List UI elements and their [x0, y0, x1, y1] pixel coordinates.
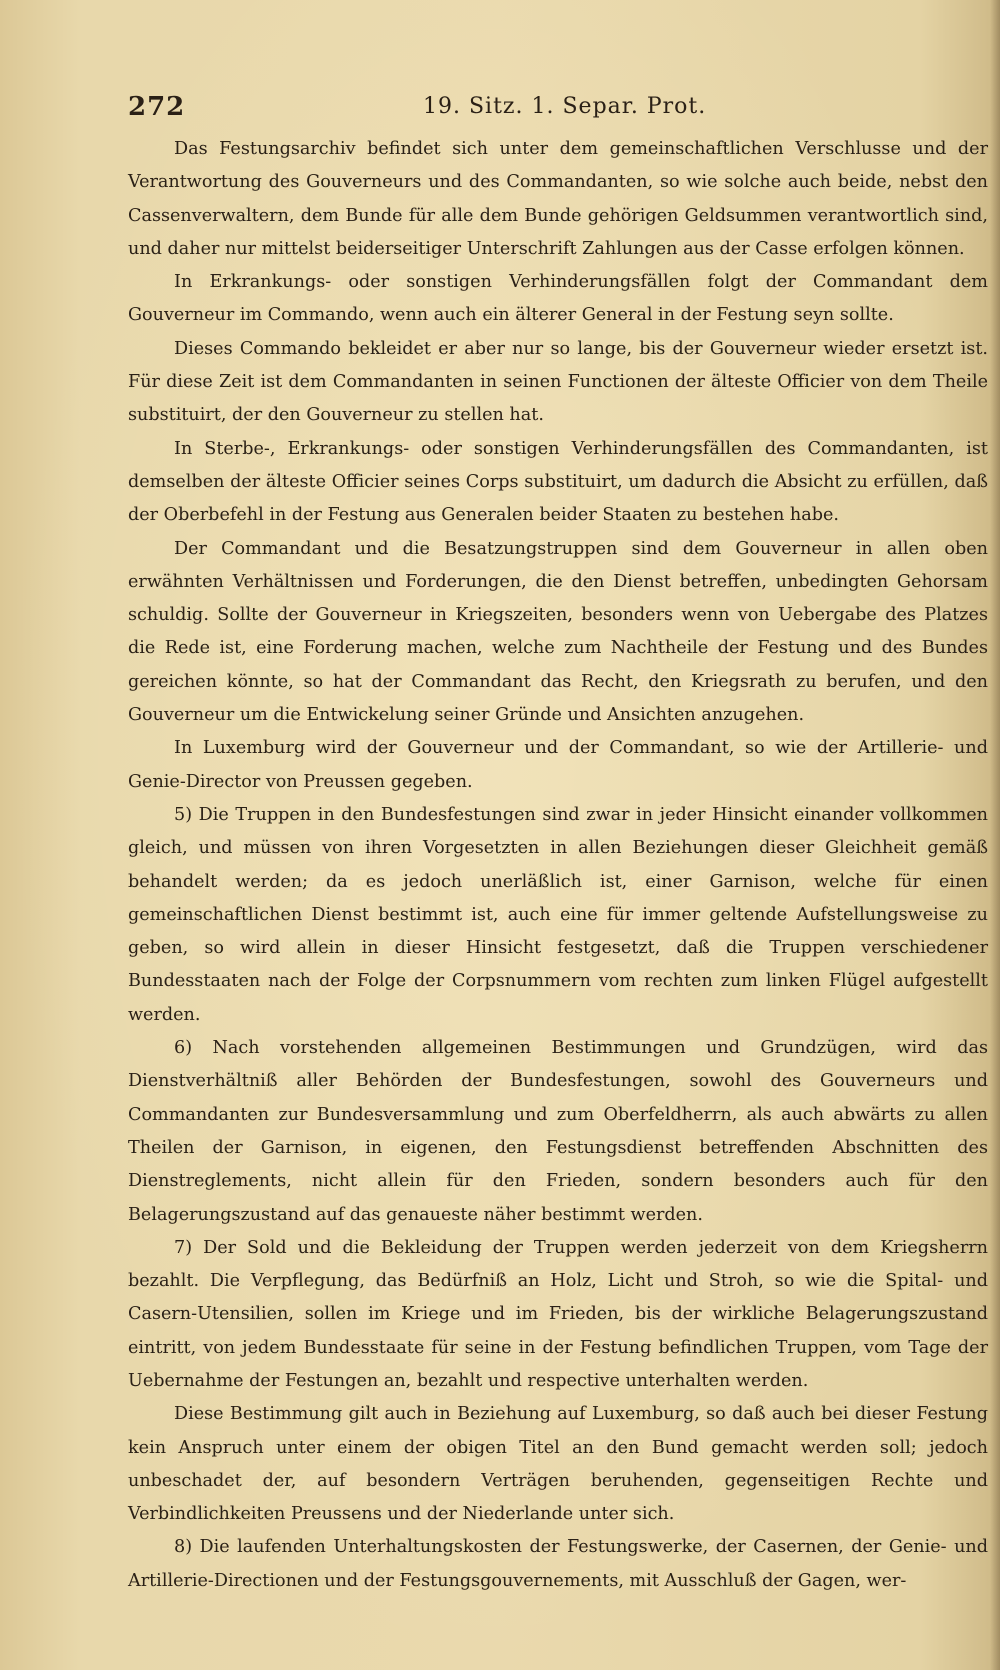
paragraph-archive: Das Festungsarchiv befindet sich unter dem gemeinschaftlichen Verschlusse und der Verantwortung des Gouverneurs und des Commandanten, so wie solche auch beide, nebst den Cassenverwaltern, dem Bunde für alle dem Bunde gehörigen Geldsummen verantwortlich sind, und daher nur mittelst beiderseitiger Unterschrift Zahlungen aus der Casse erfolgen können.	[128, 139, 988, 259]
paragraph-section-8: 8) Die laufenden Unterhaltungskosten der Festungswerke, der Casernen, der Genie- und Artillerie-Directionen und der Festungsgouvernements, mit Ausschluß der Gagen, wer-	[128, 1537, 988, 1591]
page-edge-shadow	[990, 0, 1000, 1670]
page-header	[128, 92, 998, 132]
page-number: 272	[128, 92, 186, 122]
body-text	[128, 133, 988, 1598]
paragraph-obedience: Der Commandant und die Besatzungstruppen sind dem Gouverneur in allen oben erwähnten Verhältnissen und Forderungen, die den Dienst betreffen, unbedingten Gehorsam schuldig. Sollte der Gouverneur in Kriegszeiten, besonders wenn von Uebergabe des Platzes die Rede ist, eine Forderung machen, welche zum Nachtheile der Festung und des Bundes gereichen könnte, so hat der Commandant das Recht, den Kriegsrath zu berufen, und den Gouverneur um die Entwickelung seiner Gründe und Ansichten anzugehen.	[128, 538, 988, 726]
paragraph-commandant-substitute: In Sterbe-, Erkrankungs- oder sonstigen Verhinderungsfällen des Commandanten, ist demselben der älteste Officier seines Corps substituirt, um dadurch die Absicht zu erfüllen, daß der Oberbefehl in der Festung aus Generalen beider Staaten zu bestehen habe.	[128, 438, 988, 526]
paragraph-section-7: 7) Der Sold und die Bekleidung der Truppen werden jederzeit von dem Kriegsherrn bezahlt. Die Verpflegung, das Bedürfniß an Holz, Licht und Stroh, so wie die Spital- und Casern-Utensilien, sollen im Kriege und im Frieden, bis der wirkliche Belagerungszustand eintritt, von jedem Bundesstaate für seine in der Festung befindlichen Truppen, vom Tage der Uebernahme der Festungen an, bezahlt und respective unterhalten werden.	[128, 1237, 988, 1391]
paragraph-command-duration: Dieses Commando bekleidet er aber nur so lange, bis der Gouverneur wieder ersetzt ist. Für diese Zeit ist dem Commandanten in seinen Functionen der älteste Officier von dem Theile substituirt, der den Gouverneur zu stellen hat.	[128, 338, 988, 426]
paragraph-illness-succession: In Erkrankungs- oder sonstigen Verhinderungsfällen folgt der Commandant dem Gouverneur im Commando, wenn auch ein älterer General in der Festung seyn sollte.	[128, 272, 988, 326]
paragraph-section-6: 6) Nach vorstehenden allgemeinen Bestimmungen und Grundzügen, wird das Dienstverhältniß aller Behörden der Bundesfestungen, sowohl des Gouverneurs und Commandanten zur Bundesversammlung und zum Oberfeldherrn, als auch abwärts zu allen Theilen der Garnison, in eigenen, den Festungsdienst betreffenden Abschnitten des Dienstreglements, nicht allein für den Frieden, sondern besonders auch für den Belagerungszustand auf das genaueste näher bestimmt werden.	[128, 1038, 988, 1225]
paragraph-luxemburg: In Luxemburg wird der Gouverneur und der Commandant, so wie der Artillerie- und Genie-Director von Preussen gegeben.	[128, 738, 988, 792]
paragraph-luxemburg-provision: Diese Bestimmung gilt auch in Beziehung auf Luxemburg, so daß auch bei dieser Festung kein Anspruch unter einem der obigen Titel an den Bund gemacht werden soll; jedoch unbeschadet der, auf besondern Verträgen beruhenden, gegenseitigen Rechte und Verbindlichkeiten Preussens und der Niederlande unter sich.	[128, 1404, 988, 1525]
running-head: 19. Sitz. 1. Separ. Prot.	[423, 94, 707, 119]
paragraph-section-5: 5) Die Truppen in den Bundesfestungen sind zwar in jeder Hinsicht einander vollkommen gleich, und müssen von ihren Vorgesetzten in allen Beziehungen dieser Gleichheit gemäß behandelt werden; da es jedoch unerläßlich ist, einer Garnison, welche für einen gemeinschaftlichen Dienst bestimmt ist, auch eine für immer geltende Aufstellungsweise zu geben, so wird allein in dieser Hinsicht festgesetzt, daß die Truppen verschiedener Bundesstaaten nach der Folge der Corpsnummern vom rechten zum linken Flügel aufgestellt werden.	[128, 804, 988, 1025]
